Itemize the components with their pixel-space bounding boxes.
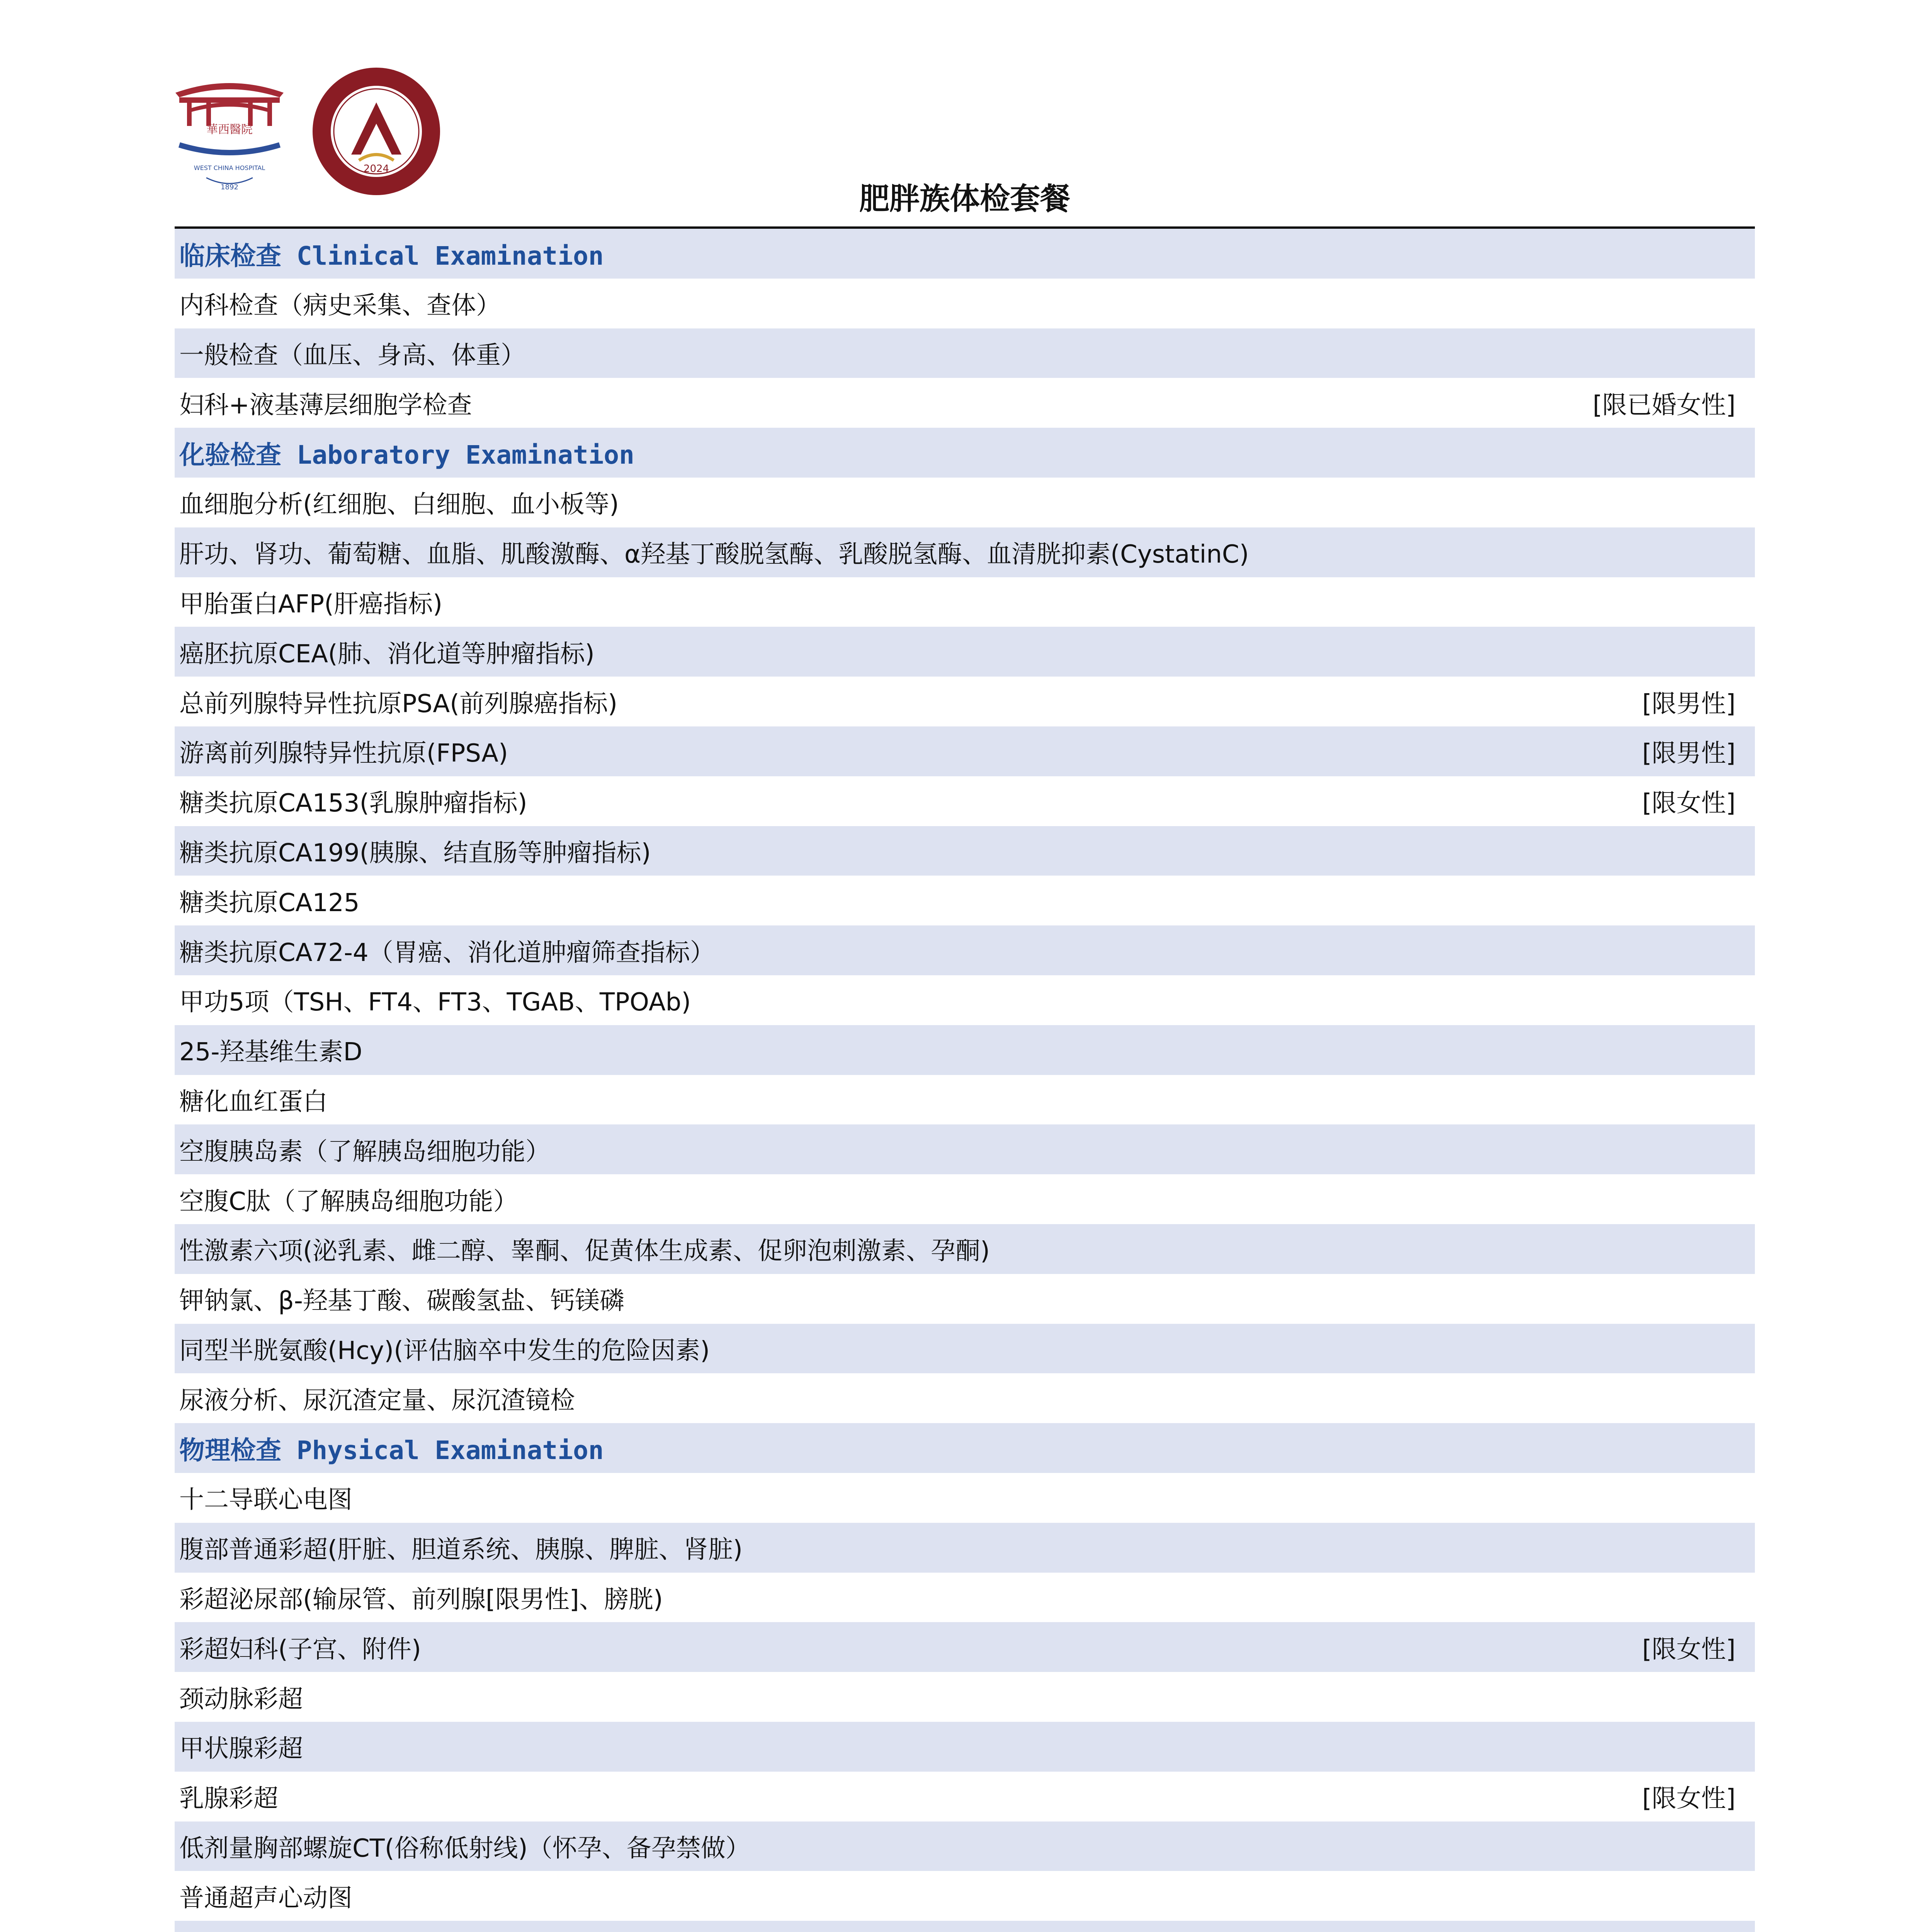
exam-item-label: 糖类抗原CA125 [179,888,360,917]
exam-item-label: 性激素六项(泌乳素、雌二醇、睾酮、促黄体生成素、促卵泡刺激素、孕酮) [179,1237,990,1266]
exam-item-label: 普通超声心动图 [179,1884,352,1913]
table-row [175,1672,1755,1722]
exam-item-label: 十二导联心电图 [179,1486,352,1515]
eligibility-note: [限女性] [1642,1784,1736,1813]
exam-item-label: 彩超妇科(子宫、附件) [179,1635,421,1664]
svg-text:2024: 2024 [363,163,389,175]
exam-item-label: 空腹胰岛素（了解胰岛细胞功能） [179,1137,550,1166]
exam-item-label: 血细胞分析(红细胞、白细胞、血小板等) [179,490,619,519]
exam-item-label: 糖类抗原CA72-4（胃癌、消化道肿瘤筛查指标） [179,938,715,967]
svg-text:華西醫院: 華西醫院 [206,123,253,136]
exam-item-label: 尿液分析、尿沉渣定量、尿沉渣镜检 [179,1386,575,1415]
section-header [175,1423,1755,1473]
exam-item-label [179,1928,443,1932]
table-row [175,1025,1755,1075]
exam-item-label: 空腹C肽（了解胰岛细胞功能） [179,1187,518,1216]
svg-text:WEST CHINA HOSPITAL: WEST CHINA HOSPITAL [194,164,265,172]
table-row [175,279,1755,328]
eligibility-note: [限男性] [1642,689,1736,718]
exam-item-label: 钾钠氯、β-羟基丁酸、碳酸氢盐、钙镁磷 [179,1287,624,1316]
exam-item-label: 同型半胱氨酸(Hcy)(评估脑卒中发生的危险因素) [179,1336,710,1365]
exam-item-label: 糖类抗原CA199(胰腺、结直肠等肿瘤指标) [179,838,651,867]
table-row [175,378,1755,428]
table-row [175,1124,1755,1174]
eligibility-note: [限女性] [1642,789,1736,818]
exam-item-label: 糖类抗原CA153(乳腺肿瘤指标) [179,789,527,818]
exam-item-label: 25-羟基维生素D [179,1038,362,1067]
exam-item-label: 彩超泌尿部(输尿管、前列腺[限男性]、膀胱) [179,1585,663,1614]
exam-item-label: 甲功5项（TSH、FT4、FT3、TGAB、TPOAb) [179,988,691,1017]
table-row [175,1921,1755,1932]
table-row [175,1075,1755,1125]
section-title: 物理检查 Physical Examination [179,1435,604,1466]
exam-item-label: 乳腺彩超 [179,1784,278,1813]
exam-item-label: 低剂量胸部螺旋CT(俗称低射线)（怀孕、备孕禁做） [179,1834,750,1863]
section-title: 化验检查 Laboratory Examination [179,440,634,470]
table-row [175,627,1755,677]
svg-text:1892: 1892 [221,183,238,191]
table-row [175,1573,1755,1622]
table-row [175,925,1755,975]
exam-item-label: 糖化血红蛋白 [179,1087,328,1116]
section-title: 临床检查 Clinical Examination [179,241,604,271]
exam-item-label: 内科检查（病史采集、查体） [179,291,501,320]
exam-items-table [175,229,1755,1932]
table-row [175,1871,1755,1921]
exam-item-label: 甲胎蛋白AFP(肝癌指标) [179,590,443,619]
section-header [175,428,1755,478]
table-row [175,478,1755,527]
exam-item-label: 甲状腺彩超 [179,1735,303,1764]
exam-item-label: 腹部普通彩超(肝脏、胆道系统、胰腺、脾脏、肾脏) [179,1536,743,1565]
table-row [175,726,1755,776]
exam-item-label: 一般检查（血压、身高、体重） [179,341,525,370]
table-row [175,1622,1755,1672]
section-header [175,229,1755,279]
table-row [175,1373,1755,1423]
table-row [175,677,1755,726]
table-row [175,826,1755,876]
table-row [175,1772,1755,1821]
exam-item-label: 妇科+液基薄层细胞学检查 [179,391,472,420]
exam-item-label: 颈动脉彩超 [179,1685,303,1714]
eligibility-note: [限已婚女性] [1593,391,1736,420]
table-row [175,1523,1755,1573]
eligibility-note: [限男性] [1642,739,1736,768]
table-row [175,1274,1755,1324]
table-row [175,1224,1755,1274]
page-title: 肥胖族体检套餐 [859,182,1070,216]
table-row [175,1324,1755,1374]
table-row [175,975,1755,1025]
exam-item-label: 肝功、肾功、葡萄糖、血脂、肌酸激酶、α羟基丁酸脱氢酶、乳酸脱氢酶、血清胱抑素(CystatinC) [179,540,1249,569]
table-row [175,577,1755,627]
table-row [175,527,1755,577]
table-row [175,1174,1755,1224]
table-row [175,1722,1755,1772]
table-row [175,328,1755,378]
table-row [175,1821,1755,1871]
table-row [175,876,1755,925]
table-row [175,1473,1755,1523]
exam-item-label: 游离前列腺特异性抗原(FPSA) [179,739,508,768]
eligibility-note: [限女性] [1642,1635,1736,1664]
table-row [175,776,1755,826]
exam-item-label: 总前列腺特异性抗原PSA(前列腺癌指标) [179,689,618,718]
exam-item-label: 癌胚抗原CEA(肺、消化道等肿瘤指标) [179,639,595,668]
